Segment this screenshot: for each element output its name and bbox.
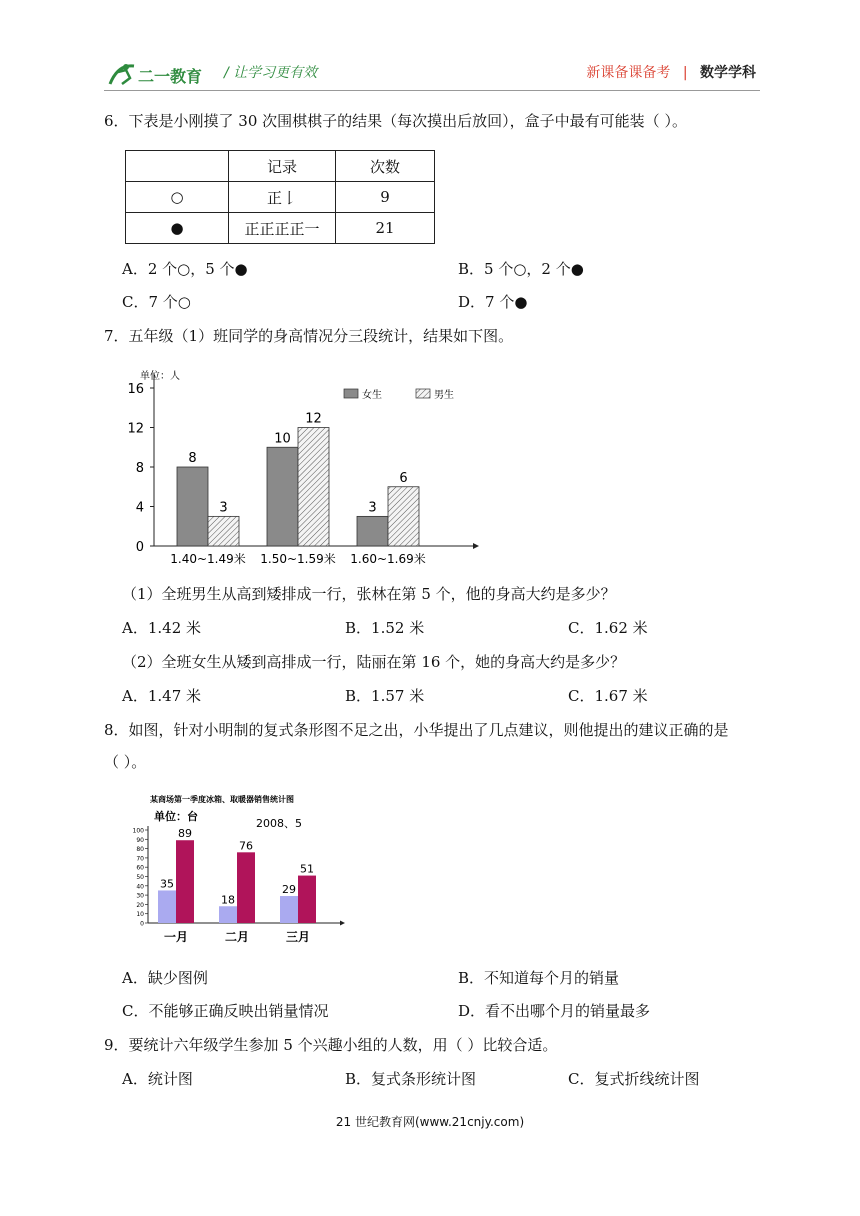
bar-value-label: 29 [282, 883, 296, 897]
q7-sub2-option-a: A．1.47 米 [122, 687, 201, 705]
table-cell-symbol: ○ [126, 182, 229, 213]
y-tick-label: 100 [132, 827, 144, 835]
y-tick-label: 80 [136, 846, 144, 854]
bar [298, 876, 316, 923]
bar-value-label: 3 [368, 500, 377, 516]
x-category-label: 1.40~1.49米 [170, 552, 246, 566]
q9-option-b: B．复式条形统计图 [345, 1070, 477, 1088]
legend-swatch [416, 389, 430, 398]
bar [357, 516, 388, 546]
x-category-label: 三月 [285, 930, 311, 944]
y-tick-label: 70 [136, 855, 144, 863]
question-7-text: 7．五年级（1）班同学的身高情况分三段统计，结果如下图。 [104, 327, 514, 345]
question-8-text-line1: 8．如图，针对小明制的复式条形图不足之出，小华提出了几点建议，则他提出的建议正确的是 [104, 721, 729, 739]
legend-swatch [344, 389, 358, 398]
y-tick-label: 90 [136, 836, 144, 844]
bar-value-label: 18 [221, 893, 235, 907]
q6-option-b: B．5 个○，2 个● [458, 260, 584, 278]
header-separator: | [682, 65, 688, 81]
bar-value-label: 6 [399, 470, 408, 486]
table-cell-symbol: ● [126, 213, 229, 244]
y-tick-label: 10 [136, 911, 144, 919]
table-header-cell: 记录 [229, 151, 336, 182]
bar-value-label: 76 [239, 839, 253, 853]
table-header-cell: 次数 [336, 151, 435, 182]
bar [388, 487, 419, 546]
bar-value-label: 89 [178, 827, 192, 841]
q9-option-a: A．统计图 [122, 1070, 193, 1088]
x-category-label: 一月 [163, 930, 189, 944]
y-tick-label: 8 [135, 461, 144, 476]
q8-option-d: D．看不出哪个月的销量最多 [458, 1002, 651, 1020]
q7-sub2-option-c: C．1.67 米 [568, 687, 648, 705]
bar-value-label: 3 [219, 500, 228, 516]
q7-sub1-option-c: C．1.62 米 [568, 619, 648, 637]
table-header-cell [126, 151, 229, 182]
y-tick-label: 40 [136, 883, 144, 891]
q6-option-d: D．7 个● [458, 293, 528, 311]
bar-value-label: 8 [188, 451, 197, 466]
y-tick-label: 0 [140, 920, 144, 928]
height-bar-chart [118, 363, 480, 575]
bar [237, 852, 255, 923]
logo-text: 二一教育 [138, 67, 203, 86]
q6-table [125, 150, 435, 244]
chart2-date-label: 2008、5 [256, 817, 302, 830]
q8-option-a: A．缺少图例 [122, 969, 208, 987]
bar [298, 428, 329, 547]
chart2-unit-label: 单位：台 [154, 810, 198, 823]
x-axis-arrow [340, 921, 345, 926]
table-cell-record: 正𠄌 [229, 182, 336, 213]
site-logo [104, 58, 219, 90]
x-category-label: 1.50~1.59米 [260, 552, 336, 566]
y-tick-label: 0 [135, 540, 144, 555]
legend-label: 女生 [362, 390, 382, 401]
bar-value-label: 10 [274, 431, 291, 447]
table-cell-record: 正正正正一 [229, 213, 336, 244]
bar [158, 890, 176, 923]
header-course: 新课备课备考 [586, 65, 671, 81]
page-footer: 21 世纪教育网(www.21cnjy.com) [335, 1115, 525, 1129]
q7-sub1-text: （1）全班男生从高到矮排成一行，张林在第 5 个，他的身高大约是多少？ [122, 585, 616, 603]
bar [177, 467, 208, 546]
y-tick-label: 30 [136, 892, 144, 900]
x-category-label: 二月 [224, 930, 250, 944]
header-subject-name: 数学学科 [700, 65, 756, 81]
bar-value-label: 12 [305, 411, 322, 427]
q6-option-a: A．2 个○，5 个● [122, 260, 248, 278]
header-subject [586, 62, 756, 82]
legend-label: 男生 [434, 390, 454, 401]
question-9-text: 9．要统计六年级学生参加 5 个兴趣小组的人数，用（ ）比较合适。 [104, 1036, 558, 1054]
x-category-label: 1.60~1.69米 [350, 552, 426, 566]
y-tick-label: 50 [136, 874, 144, 881]
table-cell-count: 9 [336, 182, 435, 213]
chart1-unit-label: 单位：人 [140, 371, 180, 382]
bar-value-label: 35 [160, 877, 174, 891]
bar [176, 840, 194, 923]
q9-option-c: C．复式折线统计图 [568, 1070, 700, 1088]
x-axis-arrow [473, 543, 479, 549]
header-divider [104, 90, 760, 91]
q7-sub1-option-b: B．1.52 米 [345, 619, 425, 637]
bar [208, 516, 239, 546]
question-6-text: 6．下表是小刚摸了 30 次围棋棋子的结果（每次摸出后放回），盒子中最有可能装（ ）。 [104, 112, 687, 130]
bar [280, 896, 298, 923]
q8-option-c: C．不能够正确反映出销量情况 [122, 1002, 329, 1020]
y-tick-label: 20 [136, 901, 144, 909]
question-8-text-line2: （ ）。 [104, 753, 147, 771]
site-slogan: / 让学习更有效 [224, 65, 318, 81]
bar [219, 906, 237, 923]
q6-option-c: C．7 个○ [122, 293, 191, 311]
y-tick-label: 60 [136, 864, 144, 872]
y-tick-label: 4 [135, 500, 144, 516]
bar [267, 447, 298, 546]
y-tick-label: 12 [127, 421, 144, 437]
bar-value-label: 51 [300, 862, 314, 876]
q8-option-b: B．不知道每个月的销量 [458, 969, 620, 987]
q7-sub1-option-a: A．1.42 米 [122, 619, 201, 637]
sales-bar-chart [118, 790, 348, 952]
chart2-title: 某商场第一季度冰箱、取暖器销售统计图 [150, 795, 294, 804]
table-cell-count: 21 [336, 213, 435, 244]
y-tick-label: 16 [127, 382, 144, 397]
q7-sub2-text: （2）全班女生从矮到高排成一行，陆丽在第 16 个，她的身高大约是多少？ [122, 653, 626, 671]
q7-sub2-option-b: B．1.57 米 [345, 687, 425, 705]
